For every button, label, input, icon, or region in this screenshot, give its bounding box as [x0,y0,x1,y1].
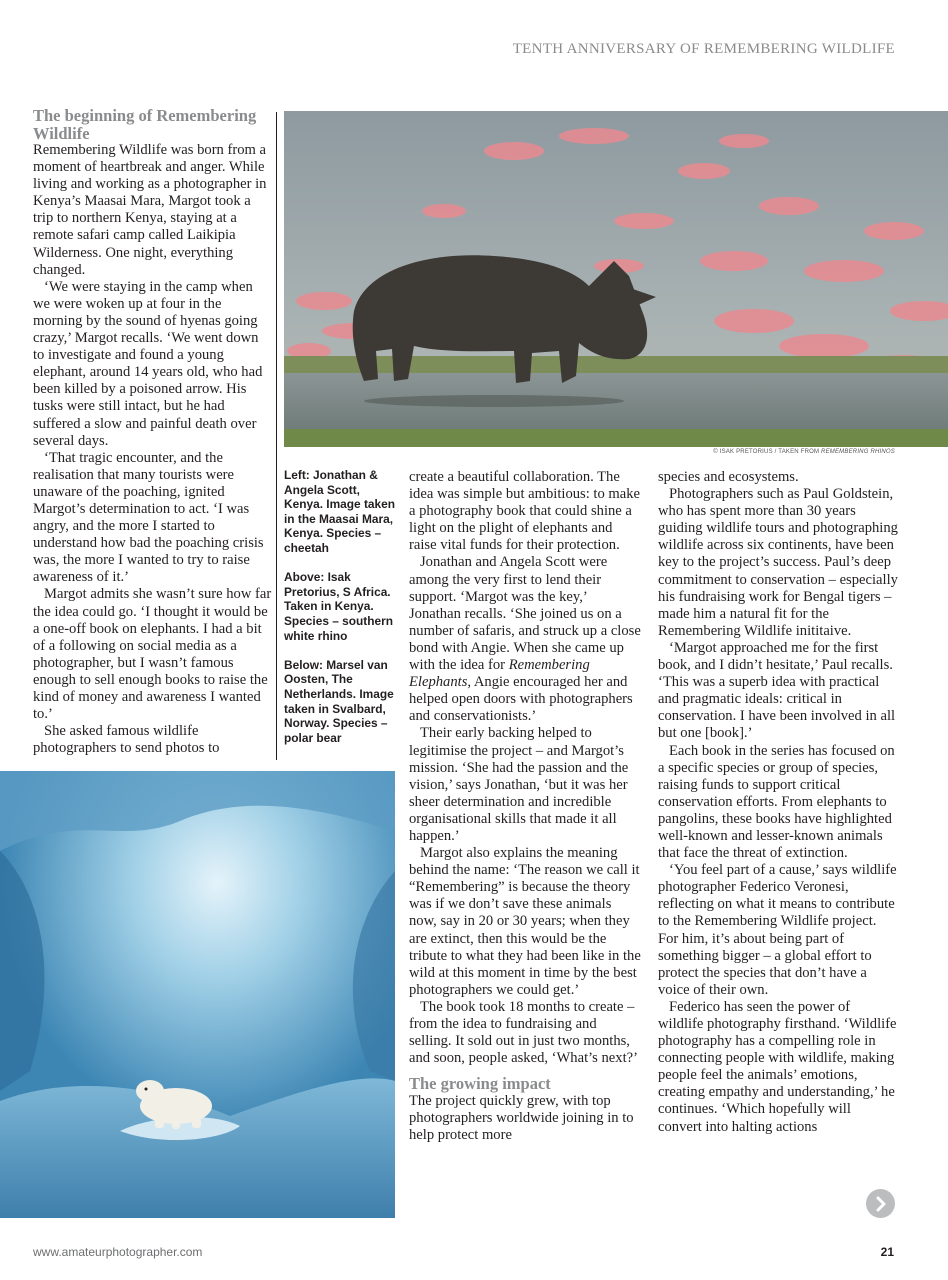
paragraph: Federico has seen the power of wildlife photography firsthand. ‘Wildlife photography has a compelling role in connecting people with wildlife, making people feel the animals’ emotions, creating empathy and understanding,’ he continues. ‘Which hopefully will convert into halting actions [658,998,897,1135]
polar-bear-photo [0,771,395,1218]
caption-above: Above: Isak Pretorius, S Africa. Taken in Kenya. Species – southern white rhino [284,570,394,643]
photo-captions [284,468,400,760]
paragraph: ‘You feel part of a cause,’ says wildlife photographer Federico Veronesi, reflecting on what it means to contribute to the Remembering Wildlife project. For him, it’s about being part of something bigger – a global effort to protect the species that don’t have a voice of their own. [658,862,897,998]
paragraph: Photographers such as Paul Goldstein, who has spent more than 30 years guiding wildlife tours and photographing wildlife across six continents, have been key to the project’s success. Paul’s deep commitment to conservation – especially his fundraising work for Bengal tigers – made him a natural fit for the Remembering Wildlife inititaive. [658,486,898,639]
paragraph: Remembering Wildlife was born from a moment of heartbreak and anger. While living and working as a photographer in Kenya’s Maasai Mara, Margot took a trip to northern Kenya, staying at a remote safari camp called Laikipia Wilderness. One night, everything changed. [33,142,267,278]
paragraph: ‘We were staying in the camp when we were woken up at four in the morning by the sound of hyenas going crazy,’ Margot recalls. ‘We went down to investigate and found a young elephant, around 14 years old, who had been killed by a poisoned arrow. His tusks were still intact, but he had suffered a slow and painful death over several days. [33,278,263,449]
photo-credit: © ISAK PRETORIUS / TAKEN FROM REMEMBERING RHINOS [713,449,895,455]
paragraph: species and ecosystems. [658,469,799,485]
paragraph: Margot also explains the meaning behind the name: ‘The reason we call it “Remembering” is because the theory was if we don’t save these animals now, say in 20 or 30 years; when they are extinct, then this would be the tribute to what they had been like in the wild at this moment in time by the best photographers we could get.’ [409,845,641,998]
paragraph: Each book in the series has focused on a specific species or group of species, raising funds to support critical conservation efforts. From elephants to pangolins, these books have highlighted well-known and lesser-known animals that face the threat of extinction. [658,742,895,862]
article-column-1 [33,107,273,757]
section-heading-beginning: The beginning of Remembering Wildlife [33,106,257,143]
continue-arrow-icon[interactable] [866,1189,895,1218]
paragraph: The book took 18 months to create – from the idea to fundraising and selling. It sold out in just two months, and soon, people asked, ‘What’s next?’ [409,998,638,1067]
paragraph: She asked famous wildlife photographers to send photos to [33,723,220,757]
caption-below: Below: Marsel van Oosten, The Netherlands. Image taken in Svalbard, Norway. Species – polar bear [284,657,394,745]
running-header: TENTH ANNIVERSARY OF REMEMBERING WILDLIFE [512,41,895,57]
article-column-2 [409,469,641,1144]
section-heading-growing: The growing impact [409,1074,551,1094]
page-number: 21 [880,1245,894,1259]
paragraph: ‘That tragic encounter, and the realisation that many tourists were unaware of the poaching, ignited Margot’s determination to act. ‘I was angry, and the more I started to understand how bad the poaching crisis was, the more I wanted to try to raise awareness of it.’ [33,449,264,586]
paragraph: create a beautiful collaboration. The idea was simple but ambitious: to make a photography book that could shine a light on the plight of elephants and raise vital funds for their protection. [409,469,641,554]
caption-left: Left: Jonathan & Angela Scott, Kenya. Image taken in the Maasai Mara, Kenya. Species – cheetah [284,468,396,555]
paragraph: ‘Margot approached me for the first book, and I didn’t hesitate,’ Paul recalls. ‘This was a superb idea with practical and pragmatic ideals: critical in conservation. I have been involved in all but one [book].’ [658,639,896,742]
paragraph: Margot admits she wasn’t sure how far the idea could go. ‘I thought it would be a one-off book on elephants. I had a bit of a following on social media as a photographer, but I wasn’t famous enough to sell enough books to raise the kind of money and awareness I wanted to.’ [33,586,272,723]
paragraph: Their early backing helped to legitimise the project – and Margot’s mission. ‘She had the passion and the vision,’ says Jonathan, ‘but it was her sheer determination and incredible organisational skills that made it all happen.’ [409,725,629,844]
footer-website[interactable]: www.amateurphotographer.com [33,1245,203,1259]
article-column-3 [658,469,898,1136]
paragraph: The project quickly grew, with top photographers worldwide joining in to help protect more [409,1092,634,1143]
book-title: Remembering Elephants [409,657,590,691]
column-divider [276,112,277,760]
paragraph: Jonathan and Angela Scott were among the very first to lend their support. ‘Margot was the key,’ Jonathan recalls. ‘She joined us on a number of safaris, and struck up a close bond with Angie. When she came up with the idea for Remembering Elephants, Angie encouraged her and helped open doors with photographers and conservationists.’ [409,554,641,725]
rhino-flamingo-photo [284,111,948,447]
